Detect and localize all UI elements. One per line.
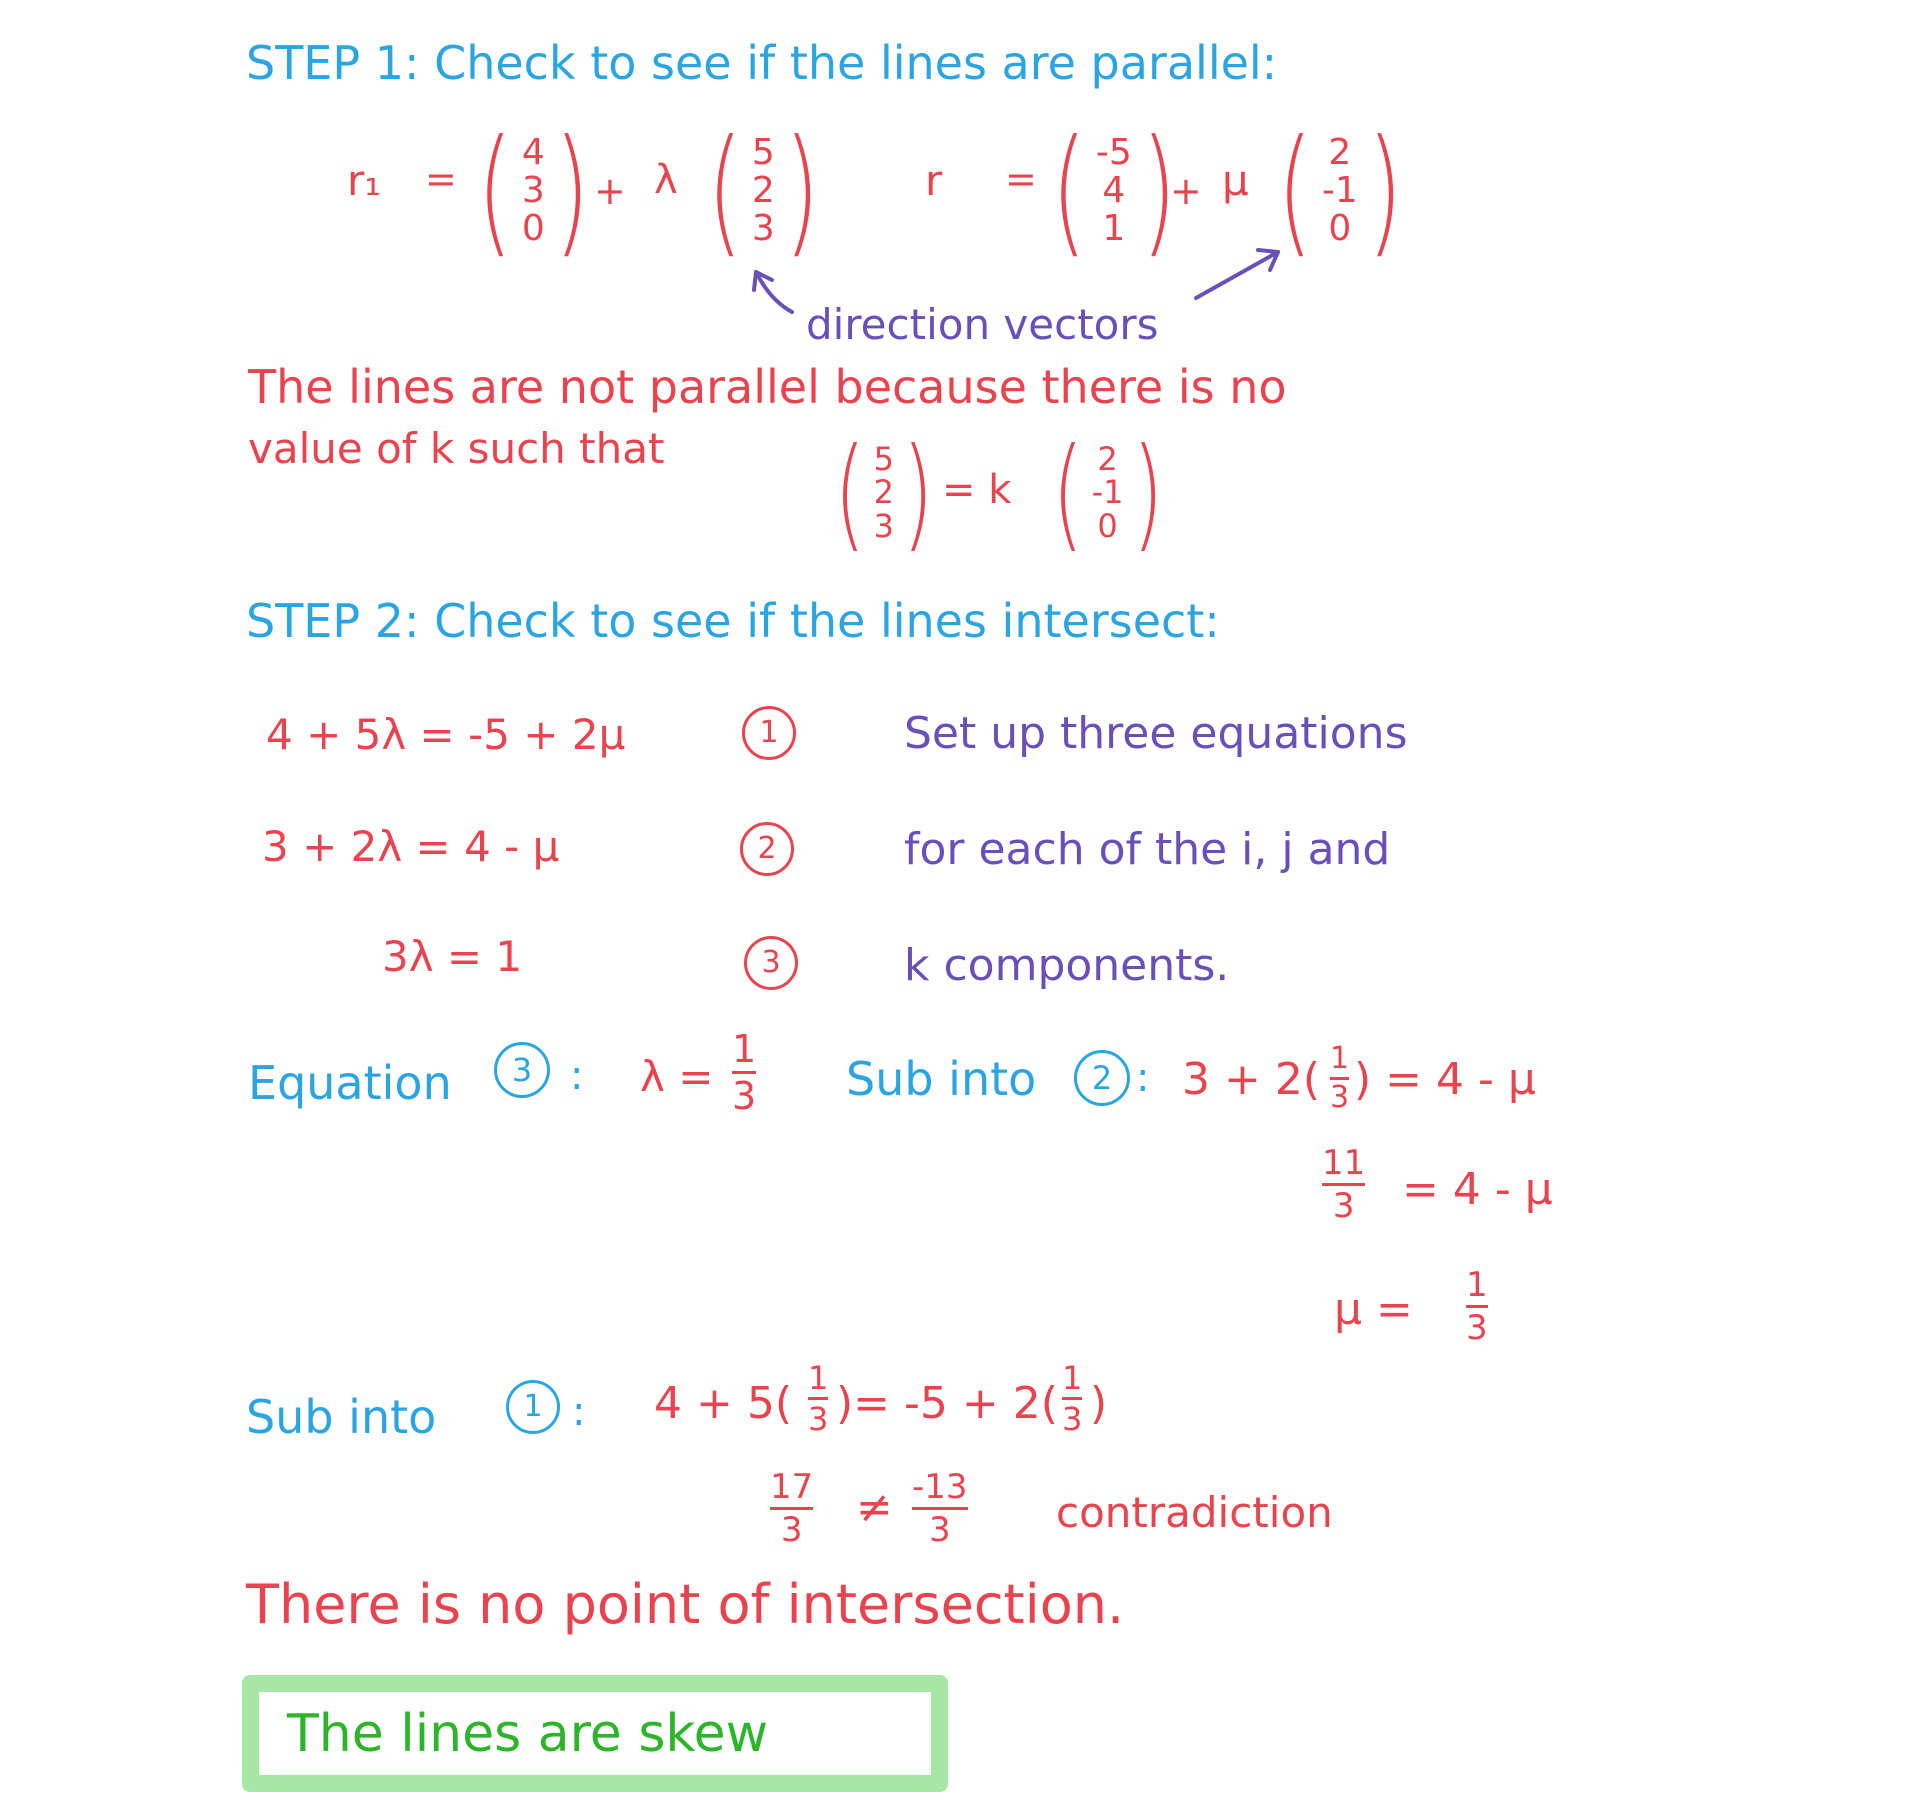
line2-name: r — [925, 156, 943, 205]
line2-direction-vector: ( 2 -1 0 ) — [1277, 110, 1403, 271]
not-parallel-line1: The lines are not parallel because there is no — [248, 360, 1287, 414]
step2-heading: STEP 2: Check to see if the lines intersect: — [246, 594, 1220, 648]
line1-plus: + — [594, 169, 626, 213]
sub-into-1-expr-b: )= -5 + 2( — [836, 1378, 1058, 1429]
fraction-numerator: 17 — [770, 1467, 814, 1507]
minus-thirteen-thirds-fraction — [912, 1467, 968, 1550]
sub-into-2-expr-a: 3 + 2( — [1182, 1054, 1320, 1105]
sub-into-1-circle: 1 — [506, 1380, 560, 1434]
sub-into-2-expr-b: ) = 4 - μ — [1354, 1054, 1536, 1105]
equation-2: 3 + 2λ = 4 - μ — [262, 822, 560, 871]
line1-equals: = — [425, 157, 457, 201]
sub-into-1-expr-c: ) — [1090, 1378, 1108, 1429]
sub-into-2-colon: : — [1136, 1055, 1150, 1101]
mu-value-fraction — [1466, 1265, 1488, 1348]
fraction-denominator: 3 — [928, 1510, 951, 1550]
not-equal-sign: ≠ — [856, 1482, 893, 1533]
fraction-denominator: 3 — [732, 1074, 757, 1118]
setup-note-line2: for each of the i, j and — [904, 824, 1391, 875]
vector-entry: 1 — [1102, 207, 1126, 249]
step1-heading: STEP 1: Check to see if the lines are parallel: — [246, 36, 1278, 90]
setup-note-line1: Set up three equations — [904, 708, 1408, 759]
equation-3-number: 3 — [744, 936, 798, 990]
fraction-numerator: 11 — [1322, 1143, 1366, 1183]
sub-into-1-fraction-a — [808, 1359, 829, 1438]
eleven-thirds-fraction — [1322, 1143, 1366, 1226]
equation-2-number: 2 — [740, 822, 794, 876]
vector-entry: 0 — [1097, 506, 1118, 545]
vector-entry: 2 — [1097, 439, 1118, 478]
conclusion: There is no point of intersection. — [246, 1573, 1125, 1636]
answer-box-inner — [259, 1692, 931, 1775]
mu-lhs: μ = — [1334, 1284, 1413, 1335]
lambda-lhs: λ = — [640, 1052, 714, 1101]
line1-name: r₁ — [347, 156, 382, 205]
vector-entry: -1 — [1091, 473, 1124, 512]
line1-direction-vector: ( 5 2 3 ) — [707, 110, 820, 271]
vector-entry: 4 — [1102, 170, 1126, 212]
contradiction-note: contradiction — [1056, 1488, 1333, 1537]
line1-point-vector: ( 4 3 0 ) — [477, 110, 590, 271]
not-parallel-line2: value of k such that — [248, 424, 665, 473]
fraction-numerator: -13 — [912, 1467, 968, 1507]
equation-3: 3λ = 1 — [382, 932, 523, 981]
answer-box — [242, 1675, 948, 1792]
vector-entry: 2 — [873, 473, 894, 512]
fraction-denominator: 3 — [1330, 1080, 1350, 1115]
vector-entry: 2 — [751, 170, 775, 212]
equation-1: 4 + 5λ = -5 + 2μ — [266, 710, 626, 759]
vector-entry: 3 — [751, 207, 775, 249]
equation3-colon: : — [570, 1053, 584, 1099]
fraction-denominator: 3 — [808, 1400, 829, 1438]
fraction-numerator: 1 — [732, 1027, 757, 1071]
vector-entry: 5 — [873, 439, 894, 478]
lambda-value-fraction — [732, 1027, 757, 1118]
fraction-denominator: 3 — [1466, 1308, 1488, 1348]
fraction-denominator: 3 — [780, 1510, 803, 1550]
answer-text: The lines are skew — [287, 1703, 769, 1764]
sub-into-1-fraction-b — [1062, 1359, 1083, 1438]
line2-equals: = — [1005, 157, 1037, 201]
setup-note-line3: k components. — [904, 940, 1230, 991]
equation3-circle: 3 — [494, 1042, 550, 1098]
vector-entry: 4 — [521, 132, 545, 174]
arrow-to-line2-direction — [1196, 252, 1278, 298]
vector-entry: 0 — [1328, 207, 1352, 249]
vector-entry: 0 — [521, 207, 545, 249]
vector-entry: 2 — [1328, 132, 1352, 174]
equation-1-number: 1 — [742, 706, 796, 760]
equation3-label: Equation — [248, 1056, 452, 1110]
fraction-numerator: 1 — [1466, 1265, 1488, 1305]
vector-entry: -1 — [1321, 170, 1358, 212]
not-parallel-vector-b: ( 2 -1 0 ) — [1052, 422, 1163, 564]
fraction-numerator: 1 — [808, 1359, 829, 1397]
vector-entry: 3 — [521, 170, 545, 212]
step-b-rhs: = 4 - μ — [1402, 1164, 1553, 1215]
sub-into-1-expr-a: 4 + 5( — [654, 1378, 792, 1429]
vector-entry: 5 — [751, 132, 775, 174]
arrow-to-line1-direction — [756, 272, 792, 312]
direction-vectors-note: direction vectors — [806, 300, 1159, 349]
fraction-denominator: 3 — [1062, 1400, 1083, 1438]
fraction-numerator: 1 — [1330, 1041, 1350, 1076]
sub-into-2-fraction — [1330, 1041, 1350, 1115]
vector-entry: -5 — [1095, 132, 1132, 174]
seventeen-thirds-fraction — [770, 1467, 814, 1550]
sub-into-1-colon: : — [572, 1389, 586, 1435]
line2-plus: + — [1170, 169, 1202, 213]
line2-mu: μ — [1222, 156, 1249, 205]
not-parallel-vector-a: ( 5 2 3 ) — [834, 422, 934, 564]
line1-lambda: λ — [654, 157, 678, 203]
sub-into-2-label: Sub into — [846, 1052, 1037, 1106]
sub-into-1-label: Sub into — [246, 1390, 437, 1444]
fraction-numerator: 1 — [1062, 1359, 1083, 1397]
vector-entry: 3 — [873, 506, 894, 545]
equals-k: = k — [942, 467, 1012, 513]
sub-into-2-circle: 2 — [1074, 1050, 1130, 1106]
fraction-denominator: 3 — [1332, 1186, 1355, 1226]
line2-point-vector: ( -5 4 1 ) — [1051, 110, 1177, 271]
